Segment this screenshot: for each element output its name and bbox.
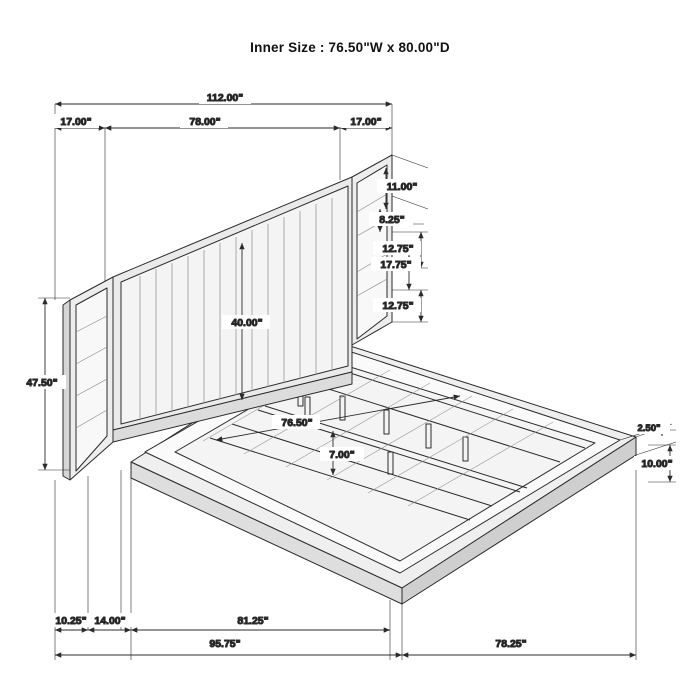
dim-overall-height: 47.50" xyxy=(26,377,58,389)
dim-side-panel-depth: 14.00" xyxy=(94,615,126,627)
dim-shelf-gap: 8.25" xyxy=(379,214,405,226)
left-shelf-unit xyxy=(63,277,113,480)
dim-overall-depth-left: 95.75" xyxy=(209,638,241,650)
dim-shelf-mid-upper: 12.75" xyxy=(382,243,414,255)
dim-shelf-mid-lower: 12.75" xyxy=(382,300,414,312)
dim-overall-width: 112.00" xyxy=(206,92,244,104)
dim-rail-height: 10.00" xyxy=(641,458,673,470)
dim-headboard-height: 40.00" xyxy=(231,317,263,329)
page-title: Inner Size : 76.50"W x 80.00"D xyxy=(250,40,450,55)
dim-inner-width: 76.50" xyxy=(281,417,313,429)
dim-rail-thickness: 2.50" xyxy=(637,423,661,434)
dim-right-panel-width: 17.00" xyxy=(350,116,382,128)
drawing-geometry xyxy=(18,90,680,660)
dim-shelf-depth: 17.75" xyxy=(380,259,412,271)
dim-shelf-top-height: 11.00" xyxy=(386,181,418,193)
dim-left-panel-width: 17.00" xyxy=(60,116,92,128)
dim-foot-left-offset: 10.25" xyxy=(55,615,87,627)
dim-overall-depth-right: 78.25" xyxy=(495,638,527,650)
dim-inner-depth-front: 81.25" xyxy=(237,615,269,627)
dim-headboard-width: 78.00" xyxy=(189,116,221,128)
dim-deck-height: 7.00" xyxy=(329,449,355,461)
